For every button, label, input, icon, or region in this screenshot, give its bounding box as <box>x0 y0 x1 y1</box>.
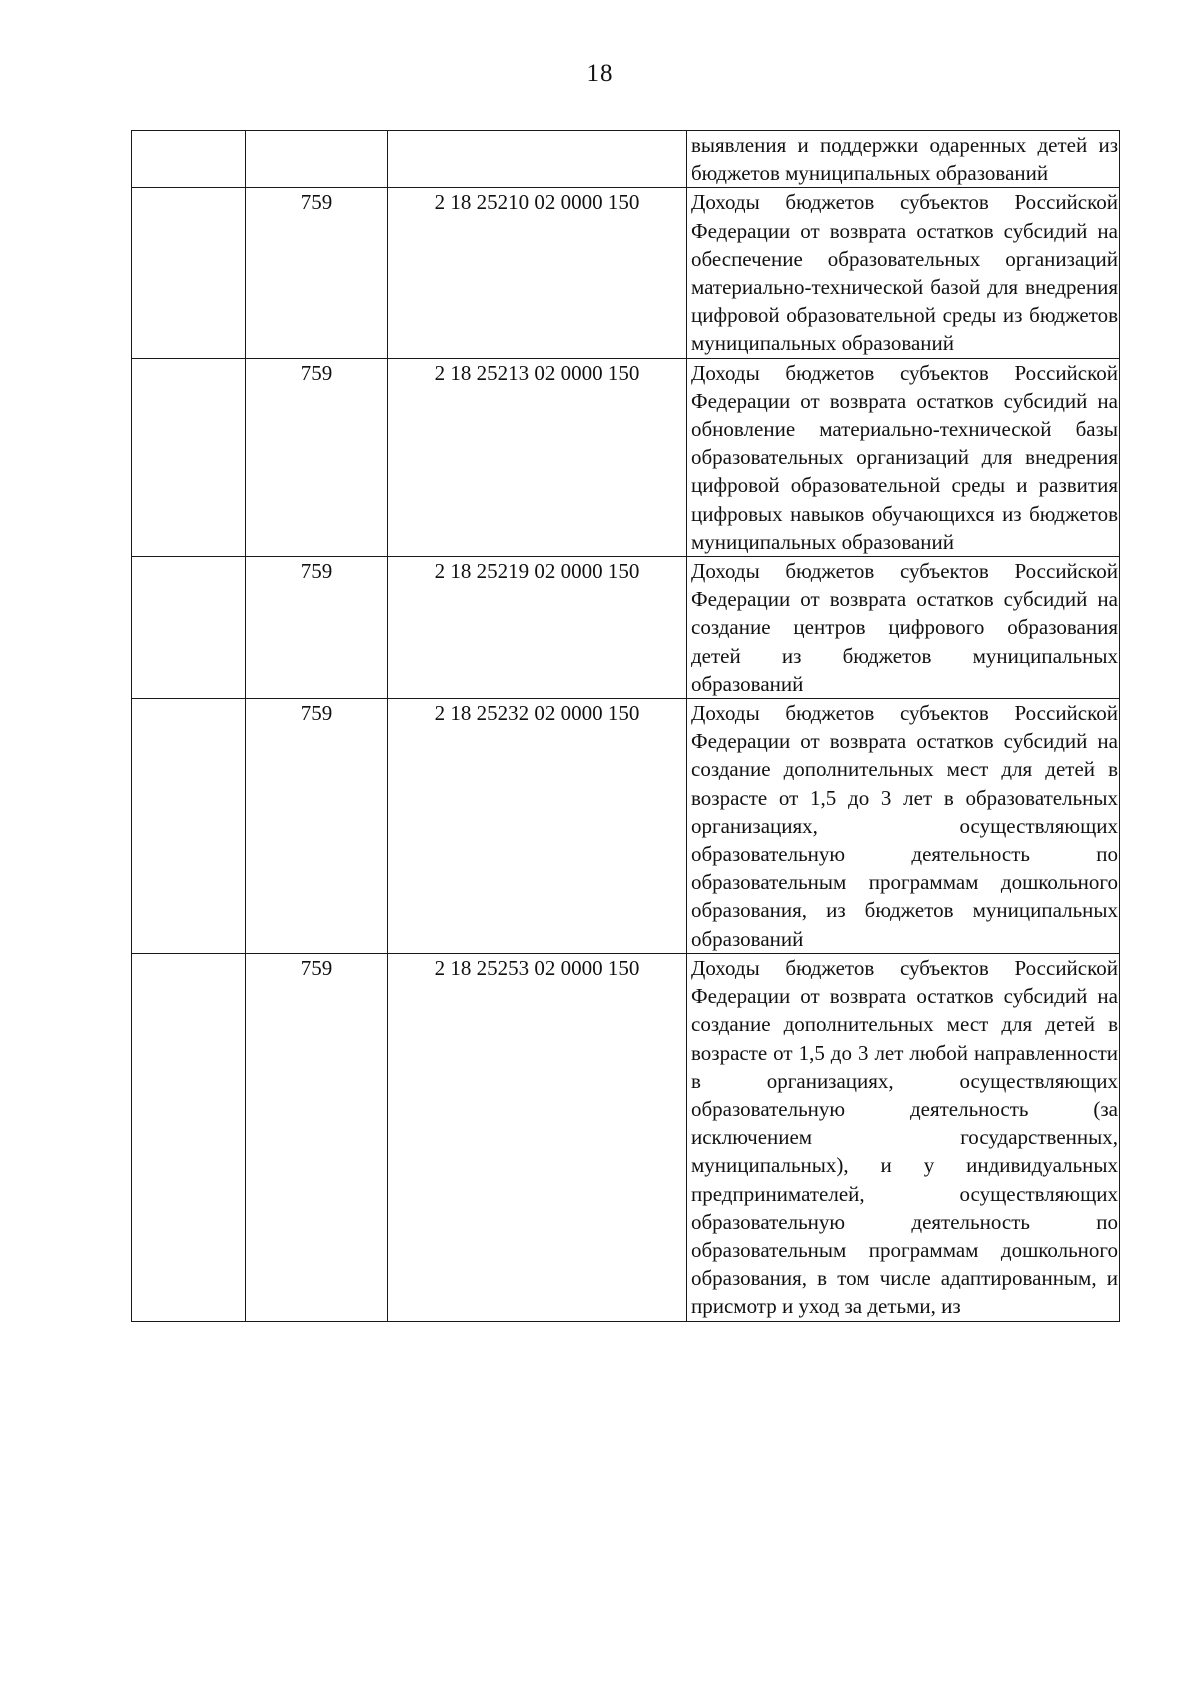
admin-code-cell <box>246 131 388 188</box>
description-cell: Доходы бюджетов субъектов Российской Федерации от возврата остатков субсидий на обеспечение образовательных организаций материально-технической базой для внедрения цифровой образовательной среды из бюджетов муниципальных образований <box>687 188 1120 358</box>
kbk-code-cell: 2 18 25232 02 0000 150 <box>388 699 687 954</box>
empty-cell <box>132 699 246 954</box>
table-row <box>132 557 1120 699</box>
kbk-code-cell: 2 18 25253 02 0000 150 <box>388 953 687 1321</box>
empty-cell <box>132 131 246 188</box>
table-row <box>132 699 1120 954</box>
page-number: 18 <box>586 60 614 87</box>
kbk-code-cell <box>388 131 687 188</box>
table-row <box>132 953 1120 1321</box>
table-row <box>132 131 1120 188</box>
revenue-codes-table <box>131 130 1120 1322</box>
empty-cell <box>132 557 246 699</box>
table-row <box>132 188 1120 358</box>
admin-code-cell: 759 <box>246 358 388 556</box>
kbk-code-cell: 2 18 25219 02 0000 150 <box>388 557 687 699</box>
admin-code-cell: 759 <box>246 953 388 1321</box>
empty-cell <box>132 953 246 1321</box>
admin-code-cell: 759 <box>246 557 388 699</box>
admin-code-cell: 759 <box>246 188 388 358</box>
table-row <box>132 358 1120 556</box>
description-cell: Доходы бюджетов субъектов Российской Федерации от возврата остатков субсидий на создание дополнительных мест для детей в возрасте от 1,5 до 3 лет любой направленности в организациях, осуществляющих образовательную деятельность (за исключением государственных, муниципальных), и у индивидуальных предпринимателей, осуществляющих образовательную деятельность по образовательным программам дошкольного образования, в том числе адаптированным, и присмотр и уход за детьми, из <box>687 953 1120 1321</box>
description-cell: Доходы бюджетов субъектов Российской Федерации от возврата остатков субсидий на обновление материально-технической базы образовательных организаций для внедрения цифровой образовательной среды и развития цифровых навыков обучающихся из бюджетов муниципальных образований <box>687 358 1120 556</box>
kbk-code-cell: 2 18 25210 02 0000 150 <box>388 188 687 358</box>
description-cell: Доходы бюджетов субъектов Российской Федерации от возврата остатков субсидий на создание центров цифрового образования детей из бюджетов муниципальных образований <box>687 557 1120 699</box>
description-cell: выявления и поддержки одаренных детей из бюджетов муниципальных образований <box>687 131 1120 188</box>
kbk-code-cell: 2 18 25213 02 0000 150 <box>388 358 687 556</box>
admin-code-cell: 759 <box>246 699 388 954</box>
description-cell: Доходы бюджетов субъектов Российской Федерации от возврата остатков субсидий на создание дополнительных мест для детей в возрасте от 1,5 до 3 лет в образовательных организациях, осуществляющих образовательную деятельность по образовательным программам дошкольного образования, из бюджетов муниципальных образований <box>687 699 1120 954</box>
empty-cell <box>132 358 246 556</box>
empty-cell <box>132 188 246 358</box>
